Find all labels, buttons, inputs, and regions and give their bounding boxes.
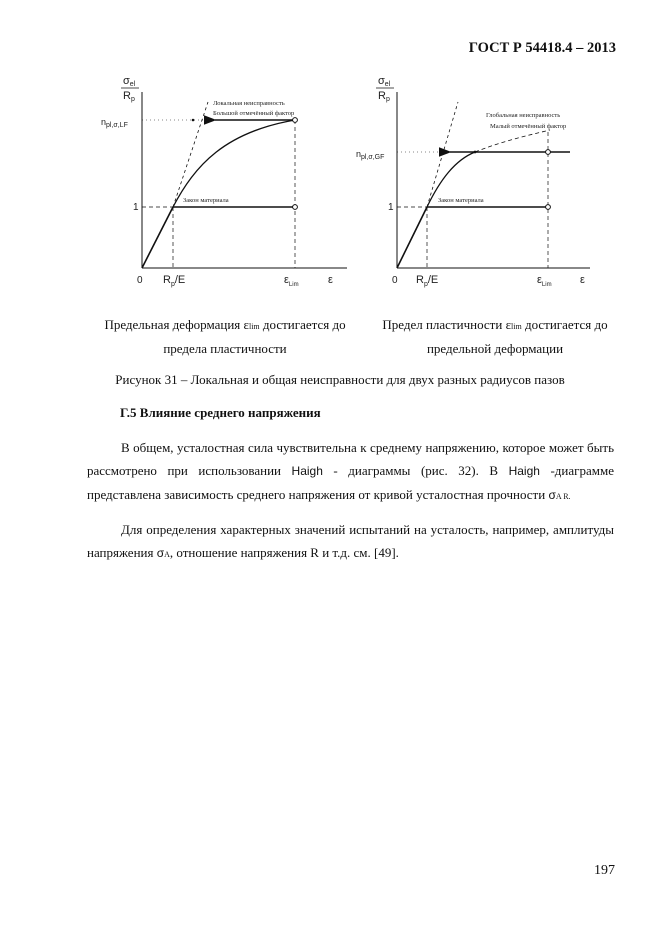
right-elastic-line — [397, 207, 427, 268]
paragraph-1-term-2: Haigh — [508, 464, 540, 478]
left-elastic-line — [142, 207, 173, 268]
caption-left-line2: предела пластичности — [163, 341, 287, 356]
right-y-label-num: σel — [378, 75, 391, 88]
caption-left-text: Предельная деформация ε — [104, 317, 249, 332]
caption-right-line2: предельной деформации — [426, 341, 564, 356]
right-diagram — [356, 75, 590, 288]
paragraph-1 — [87, 436, 614, 508]
right-notch-curve-dashed — [475, 130, 550, 152]
paragraph-2-symbol-sub: A — [164, 550, 170, 559]
paragraph-1-term-1: Haigh — [291, 464, 323, 478]
right-note-line2: Малый отмечённый фактор — [490, 123, 567, 130]
right-lim-point — [546, 150, 551, 155]
document-header: ГОСТ Р 54418.4 – 2013 — [468, 40, 616, 56]
left-y-tick-npl: $n_{pl,\sigma,LF}$ — [101, 117, 128, 129]
paragraph-1-text-c: -диаграмме представлена зависимость среднего напряжения от кривой усталостная прочности — [87, 463, 614, 502]
paragraph-2-text-a: Для определения характерных значений испытаний на усталость, например, амплитуды напряжения — [87, 522, 614, 560]
caption-right — [350, 314, 640, 360]
section-heading: Г.5 Влияние среднего напряжения — [120, 405, 321, 420]
figure-title: Рисунок 31 – Локальная и общая неисправности для двух разных радиусов пазов — [115, 372, 565, 387]
left-diagram — [101, 75, 347, 288]
left-law-label: Закон материала — [183, 197, 229, 204]
left-note-line2: Большой отмечённый фактор — [213, 110, 295, 117]
right-x-axis-label: ε — [580, 274, 585, 286]
left-y-label-den: Rp — [123, 90, 135, 103]
right-origin: 0 — [392, 275, 398, 286]
caption-right-text: Предел пластичности ε — [382, 317, 512, 332]
caption-right-text2: достигается до — [521, 317, 608, 332]
left-note-line1: Локальная неисправность — [213, 100, 285, 107]
left-y-tick-one: 1 — [133, 202, 139, 213]
left-elastic-extension — [173, 102, 208, 207]
right-intersect-point — [474, 151, 477, 154]
paragraph-1-text-b: - диаграммы (рис. 32). В — [322, 463, 509, 478]
paragraph-2 — [87, 518, 614, 566]
left-x-tick-lim: $\varepsilon_{Lim}$ — [284, 274, 299, 288]
left-y-label-num: σel — [123, 75, 136, 88]
caption-right-sub: lim — [511, 322, 522, 331]
right-y-label-den: Rp — [378, 90, 390, 103]
figure-31 — [95, 70, 605, 300]
paragraph-2-symbol: σ — [156, 546, 165, 560]
right-note-line1: Глобальная неисправность — [486, 112, 561, 119]
caption-left-text2: достигается до — [259, 317, 346, 332]
left-law-end-point — [293, 205, 298, 210]
right-x-tick-lim: $\varepsilon_{Lim}$ — [537, 274, 552, 288]
right-elastic-extension — [427, 102, 458, 207]
paragraph-1-symbol: σ — [548, 488, 556, 502]
left-lim-point — [293, 118, 298, 123]
left-x-tick-rp: $R_p/E$ — [163, 274, 186, 288]
paragraph-1-symbol-sub: A R. — [555, 492, 571, 501]
right-law-end-point — [546, 205, 551, 210]
left-notch-curve — [173, 120, 295, 207]
left-origin: 0 — [137, 275, 143, 286]
left-intersect-point — [192, 119, 195, 122]
right-y-tick-npl: $n_{pl,\sigma,GF}$ — [356, 149, 385, 161]
paragraph-1-text-a: В общем, усталостная сила чувствительна к среднему напряжению, которое может быть рассмотрено при использовании — [87, 440, 614, 478]
caption-left-sub: lim — [248, 322, 260, 331]
left-x-axis-label: ε — [328, 274, 333, 286]
right-x-tick-rp: $R_p/E$ — [416, 274, 439, 288]
caption-left — [80, 314, 370, 360]
right-law-label: Закон материала — [438, 197, 484, 204]
page-number: 197 — [594, 863, 615, 878]
figure-diagrams — [95, 70, 605, 300]
paragraph-2-text-b: , отношение напряжения R и т.д. см. [49]. — [169, 545, 399, 560]
right-y-tick-one: 1 — [388, 202, 394, 213]
